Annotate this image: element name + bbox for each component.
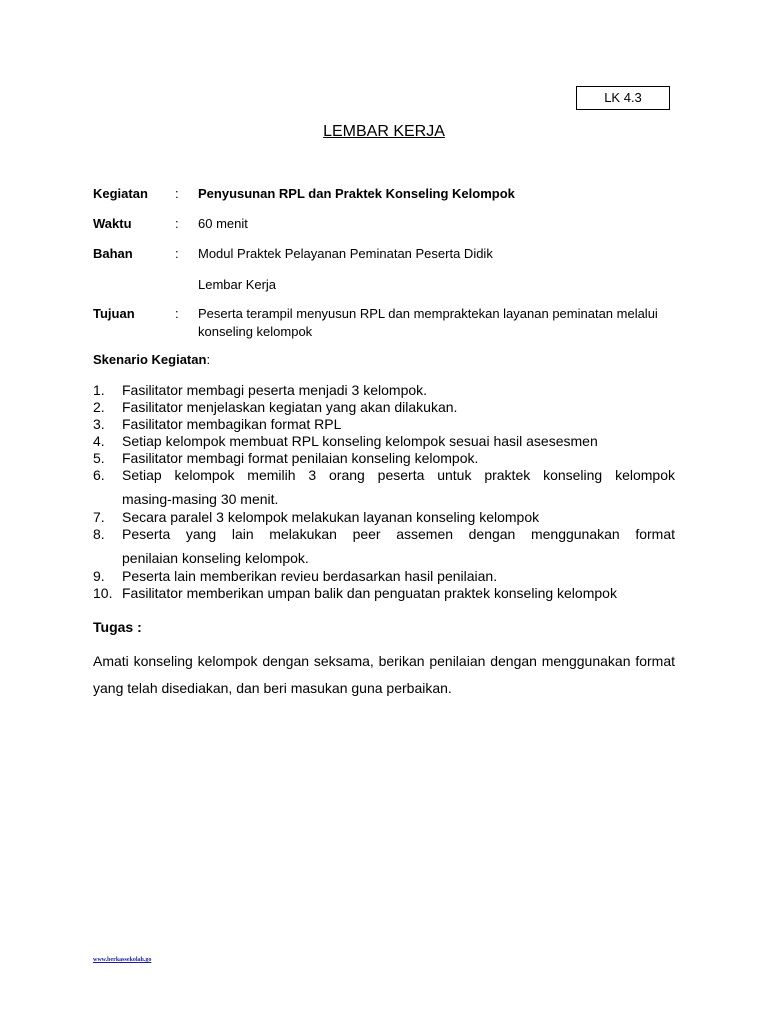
list-item-number: 9. xyxy=(93,568,105,584)
waktu-value: 60 menit xyxy=(198,216,248,231)
list-item-number: 8. xyxy=(93,526,105,542)
footer-link[interactable]: www.berkassekolah.go xyxy=(93,957,152,963)
list-item-text: Setiap kelompok memilih 3 orang peserta untuk praktek konseling kelompok xyxy=(122,467,675,483)
bahan-value: Modul Praktek Pelayanan Peminatan Peserta Didik xyxy=(198,246,493,261)
list-item-continuation: penilaian konseling kelompok. xyxy=(122,550,309,566)
list-item-number: 1. xyxy=(93,382,105,398)
list-item-text: Setiap kelompok membuat RPL konseling kelompok sesuai hasil asesesmen xyxy=(122,433,598,449)
list-item-text: Peserta yang lain melakukan peer assemen dengan menggunakan format xyxy=(122,526,675,542)
bahan-label: Bahan xyxy=(93,246,133,261)
list-item-text: Fasilitator membagikan format RPL xyxy=(122,416,342,432)
list-item-number: 3. xyxy=(93,416,105,432)
list-item-text: Secara paralel 3 kelompok melakukan layanan konseling kelompok xyxy=(122,509,540,525)
list-item-text: Fasilitator memberikan umpan balik dan penguatan praktek konseling kelompok xyxy=(122,585,617,601)
list-item-text: Peserta lain memberikan revieu berdasarkan hasil penilaian. xyxy=(122,568,498,584)
bahan-value-2: Lembar Kerja xyxy=(198,277,277,292)
list-item-continuation: masing-masing 30 menit. xyxy=(122,491,279,507)
list-item-text: Fasilitator menjelaskan kegiatan yang akan dilakukan. xyxy=(122,399,458,415)
list-item-number: 5. xyxy=(93,450,105,466)
kegiatan-value: Penyusunan RPL dan Praktek Konseling Kelompok xyxy=(198,186,515,201)
bahan-colon: : xyxy=(175,246,179,261)
list-item-number: 6. xyxy=(93,467,105,483)
waktu-label: Waktu xyxy=(93,216,132,231)
list-item-number: 2. xyxy=(93,399,105,415)
tujuan-label: Tujuan xyxy=(93,306,135,321)
list-item-number: 10. xyxy=(93,585,113,601)
waktu-colon: : xyxy=(175,216,179,231)
skenario-colon: : xyxy=(206,352,211,367)
skenario-label: Skenario Kegiatan xyxy=(93,352,207,367)
kegiatan-label: Kegiatan xyxy=(93,186,148,201)
tujuan-colon: : xyxy=(175,306,179,321)
kegiatan-colon: : xyxy=(175,186,179,201)
page-title: LEMBAR KERJA xyxy=(323,123,445,140)
document-code-box: LK 4.3 xyxy=(576,86,670,110)
list-item-number: 4. xyxy=(93,433,105,449)
list-item-text: Fasilitator membagi peserta menjadi 3 kelompok. xyxy=(122,382,428,398)
tugas-heading: Tugas : xyxy=(93,619,142,635)
skenario-heading xyxy=(93,351,210,369)
tugas-text: Amati konseling kelompok dengan seksama, berikan penilaian dengan menggunakan format yang telah disediakan, dan beri masukan guna perbaikan. xyxy=(93,653,675,696)
list-item-number: 7. xyxy=(93,509,105,525)
list-item-text: Fasilitator membagi format penilaian konseling kelompok. xyxy=(122,450,479,466)
tujuan-value: Peserta terampil menyusun RPL dan mempraktekan layanan peminatan melalui konseling kelompok xyxy=(198,306,658,339)
